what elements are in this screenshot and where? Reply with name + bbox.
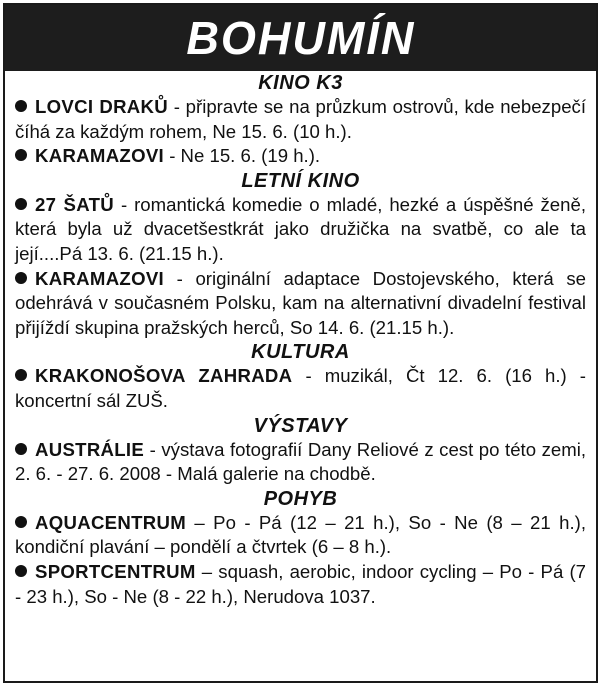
item-text: - Ne 15. 6. (19 h.). [164, 145, 321, 167]
bullet-icon [15, 565, 27, 577]
list-item [15, 95, 586, 144]
item-name: 27 ŠATŮ [35, 193, 114, 215]
bullet-icon [15, 272, 27, 284]
item-text: – squash, aerobic, indoor cycling – Po - Pá (7 - 23 h.), So - Ne (8 - 22 h.), Nerudova 1037. [15, 560, 586, 607]
list-item [15, 560, 586, 609]
town-title: BOHUMÍN [185, 12, 416, 64]
section-heading-kultura: KULTURA [251, 341, 350, 364]
item-text: - připravte se na průzkum ostrovů, kde nebezpečí číhá za každým rohem, Ne 15. 6. (10 h.). [15, 96, 586, 142]
item-name: KRAKONOŠOVA ZAHRADA [35, 365, 293, 387]
item-text: – Po - Pá (12 – 21 h.), So - Ne (8 – 21 h.), kondiční plavání – pondělí a čtvrtek (6 – 8 h.). [15, 511, 586, 558]
item-name: AUSTRÁLIE [35, 438, 145, 460]
bullet-icon [15, 149, 27, 161]
listings-box [3, 3, 598, 683]
list-item [15, 144, 586, 169]
item-text: - výstava fotografií Dany Reliové z cest po této zemi, 2. 6. - 27. 6. 2008 - Malá galerie na chodbě. [15, 438, 586, 485]
item-text: - romantická komedie o mladé, hezké a úspěšné ženě, která byla už dvacetšestkrát jako družička na svatbě, co ale ta její....Pá 13. 6. (21.15 h.). [15, 193, 586, 264]
bullet-icon [15, 516, 27, 528]
section-heading-kino-k3: KINO K3 [258, 72, 343, 94]
section-heading-pohyb: POHYB [263, 487, 338, 510]
bullet-icon [15, 369, 27, 381]
section-heading-letni-kino: LETNÍ KINO [241, 169, 360, 192]
list-item [15, 438, 586, 487]
item-text: - originální adaptace Dostojevského, která se odehrává v současném Polsku, kam na alternativní divadelní festival přijíždí skupina pražských herců, So 14. 6. (21.15 h.). [15, 267, 586, 338]
item-name: KARAMAZOVI [35, 267, 165, 289]
bullet-icon [15, 100, 27, 112]
list-item [15, 193, 586, 267]
item-name: AQUACENTRUM [35, 511, 187, 533]
list-item [15, 267, 586, 341]
item-name: SPORTCENTRUM [35, 560, 196, 582]
section-heading-vystavy: VÝSTAVY [253, 414, 348, 437]
item-text: - muzikál, Čt 12. 6. (16 h.) - koncertní sál ZUŠ. [15, 365, 586, 411]
list-item [15, 364, 586, 413]
bullet-icon [15, 443, 27, 455]
bullet-icon [15, 198, 27, 210]
item-name: LOVCI DRAKŮ [35, 96, 168, 117]
list-item [15, 511, 586, 560]
masthead [5, 5, 596, 71]
item-name: KARAMAZOVI [35, 145, 165, 167]
sections [5, 71, 596, 609]
